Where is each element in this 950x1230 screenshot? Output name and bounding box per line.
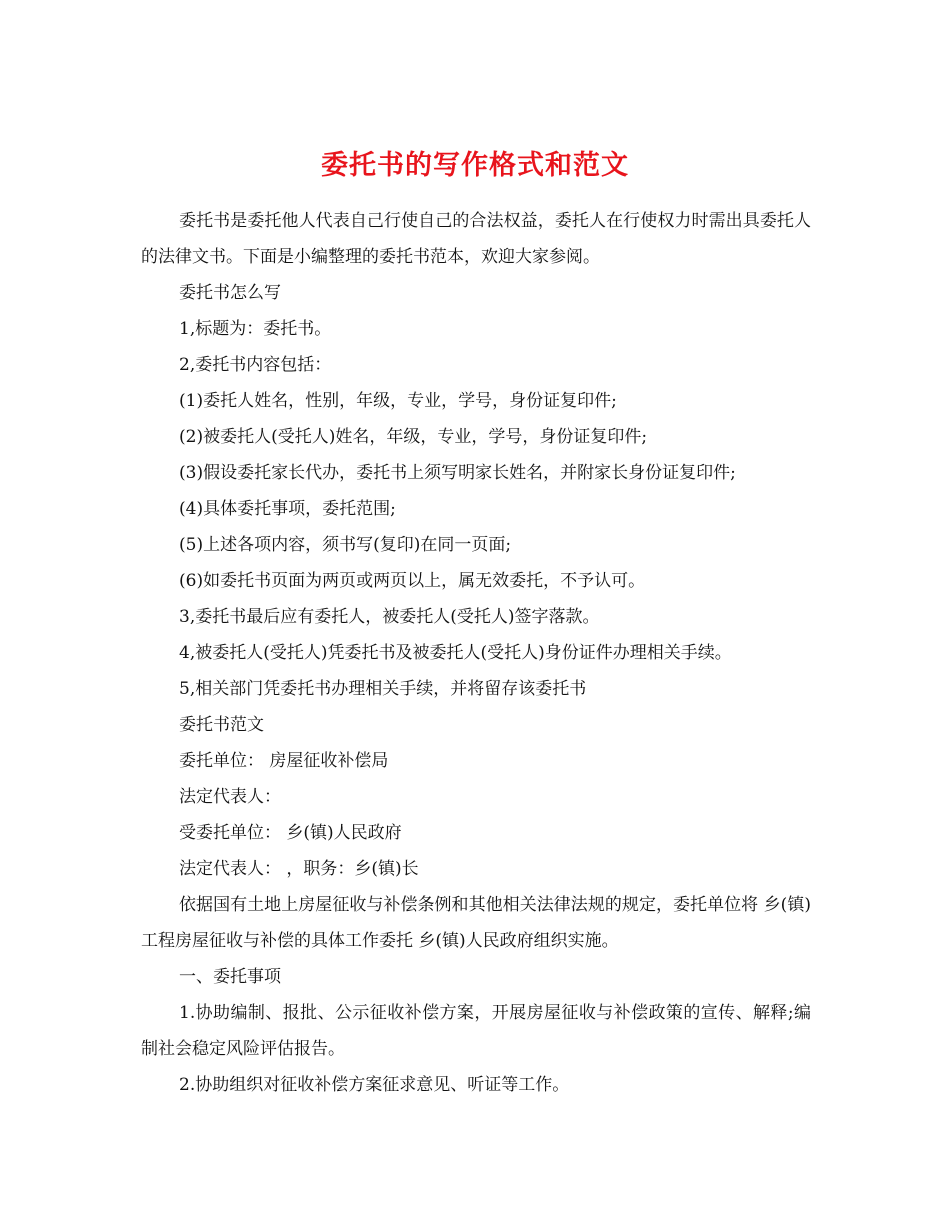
paragraph-matter-1: 1.协助编制、报批、公示征收补偿方案，开展房屋征收与补偿政策的宣传、解释;编制社会稳定风险评估报告。: [141, 1003, 811, 1059]
paragraph-principal-representative: 法定代表人：: [179, 787, 281, 807]
paragraph-intro: 委托书是委托他人代表自己行使自己的合法权益，委托人在行使权力时需出具委托人的法律文书。下面是小编整理的委托书范本，欢迎大家参阅。: [141, 211, 811, 267]
paragraph-matter-2: 2.协助组织对征收补偿方案征求意见、听证等工作。: [179, 1075, 570, 1095]
paragraph-subitem-3: (3)假设委托家长代办，委托书上须写明家长姓名，并附家长身份证复印件;: [179, 463, 736, 483]
paragraph-heading-sample: 委托书范文: [179, 715, 264, 735]
paragraph-item-4: 4,被委托人(受托人)凭委托书及被委托人(受托人)身份证件办理相关手续。: [179, 643, 732, 663]
paragraph-item-1: 1,标题为：委托书。: [179, 319, 332, 339]
paragraph-heading-how-to-write: 委托书怎么写: [179, 283, 281, 303]
document-body: [141, 203, 811, 1103]
paragraph-subitem-4: (4)具体委托事项，委托范围;: [179, 499, 396, 519]
document-title: 委托书的写作格式和范文: [321, 150, 629, 182]
paragraph-legal-basis: 依据国有土地上房屋征收与补偿条例和其他相关法律法规的规定，委托单位将 乡(镇) 工程房屋征收与补偿的具体工作委托 乡(镇)人民政府组织实施。: [141, 895, 811, 951]
paragraph-item-5: 5,相关部门凭委托书办理相关手续，并将留存该委托书: [179, 679, 587, 699]
paragraph-item-2: 2,委托书内容包括：: [179, 355, 332, 375]
paragraph-section-entrusted-matters: 一、委托事项: [179, 967, 281, 987]
paragraph-subitem-1: (1)委托人姓名，性别，年级，专业，学号，身份证复印件;: [179, 391, 617, 411]
paragraph-subitem-5: (5)上述各项内容，须书写(复印)在同一页面;: [179, 535, 512, 555]
paragraph-principal-unit: 委托单位： 房屋征收补偿局: [179, 751, 389, 771]
paragraph-agent-representative: 法定代表人： ，职务：乡(镇)长: [179, 859, 419, 879]
paragraph-item-3: 3,委托书最后应有委托人，被委托人(受托人)签字落款。: [179, 607, 600, 627]
paragraph-subitem-2: (2)被委托人(受托人)姓名，年级，专业，学号，身份证复印件;: [179, 427, 648, 447]
paragraph-agent-unit: 受委托单位： 乡(镇)人民政府: [179, 823, 402, 843]
paragraph-subitem-6: (6)如委托书页面为两页或两页以上，属无效委托，不予认可。: [179, 571, 646, 591]
